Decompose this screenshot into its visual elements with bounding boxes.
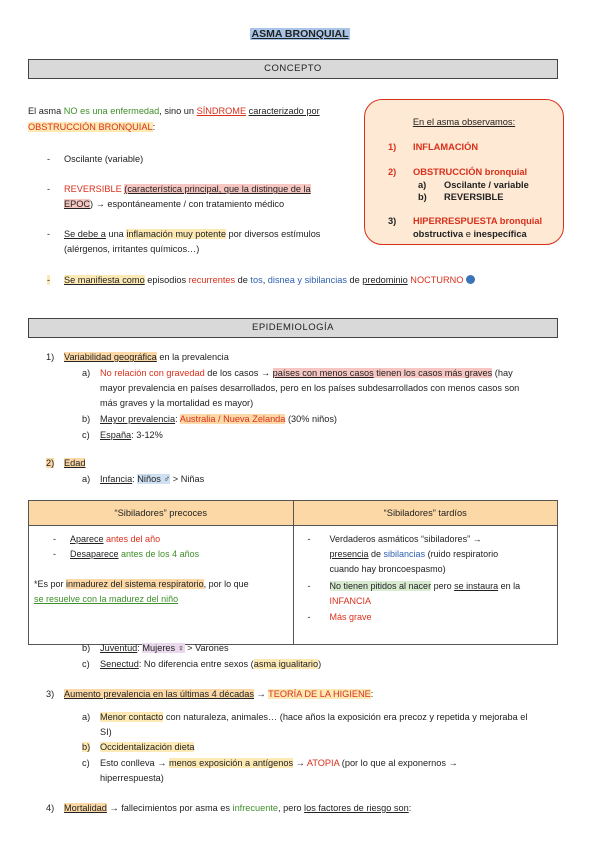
bullet-dash: -: [47, 275, 51, 285]
box-header: En el asma observamos:: [412, 117, 516, 127]
box-sub-oscilante: Oscilante / variable: [444, 180, 529, 190]
epi-edad-senectud: Senectud: No diferencia entre sexos (asma igualitario): [100, 659, 322, 669]
sibiladores-table: [28, 500, 558, 645]
tardios-verdaderos-line3: cuando hay broncoespasmo): [329, 564, 446, 574]
epi-num: 1): [46, 352, 55, 362]
section-header-concepto: CONCEPTO: [28, 59, 558, 79]
precoces-desaparece: Desaparece antes de los 4 años: [70, 549, 200, 559]
bullet-reversible-line1: REVERSIBLE (característica principal, que la distingue de la: [64, 184, 311, 194]
concepto-intro-line2: OBSTRUCCIÓN BRONQUIAL:: [28, 122, 156, 132]
table-header-precoces: “Sibiladores” precoces: [29, 501, 294, 526]
concepto-intro-line1: El asma NO es una enfermedad, sino un SÍNDROME caracterizado por: [28, 106, 320, 116]
box-num: 2): [388, 167, 397, 177]
epi-sub-num: a): [82, 474, 91, 484]
epi-sub-num: c): [82, 659, 90, 669]
bullet-dash: -: [307, 581, 311, 591]
table-cell-precoces: [29, 526, 294, 645]
epi-c: España: 3-12%: [100, 430, 163, 440]
table-header-tardios: “Sibiladores” tardíos: [293, 501, 558, 526]
epi-higiene-c-line2: hiperrespuesta): [100, 773, 164, 783]
box-item-inflamacion: INFLAMACIÓN: [413, 142, 479, 152]
box-sub-num: a): [418, 180, 427, 190]
bullet-dash: -: [53, 549, 56, 559]
epi-num: 2): [46, 458, 55, 468]
epi-edad: Edad: [64, 458, 86, 468]
bullet-inflamacion-line1: Se debe a una inflamación muy potente por diversos estímulos: [64, 229, 321, 239]
section-header-epidemiologia: EPIDEMIOLOGÍA: [28, 318, 558, 338]
epi-sub-num: b): [82, 742, 91, 752]
tardios-verdaderos-line1: Verdaderos asmáticos “sibiladores” →: [329, 534, 482, 544]
tardios-pitidos-line2: INFANCIA: [329, 596, 372, 606]
precoces-nota-line1: *Es por inmadurez del sistema respiratorio, por lo que: [34, 579, 249, 589]
table-cell-tardios: [293, 526, 558, 645]
epi-a-line3: más graves y la mortalidad es mayor): [100, 398, 254, 408]
page-title: ASMA BRONQUIAL: [251, 28, 349, 40]
epi-sub-num: b): [82, 643, 91, 653]
box-item-hiperrespuesta-desc: obstructiva e inespecífica: [413, 229, 527, 239]
epi-sub-num: a): [82, 368, 91, 378]
epi-num: 4): [46, 803, 55, 813]
asthma-observations-box: [364, 99, 564, 245]
epi-edad-juventud: Juventud: Mujeres ♀ > Varones: [100, 643, 229, 653]
epi-a-line2: mayor prevalencia en países desarrollados, pero en los países subdesarrollados con menos casos son: [100, 383, 520, 393]
tardios-verdaderos-line2: presencia de sibilancias (ruido respiratorio: [329, 549, 499, 559]
epi-edad-infancia: Infancia: Niños ♂ > Niñas: [100, 474, 205, 484]
box-sub-num: b): [418, 192, 427, 202]
epi-higiene-a-line1: Menor contacto con naturaleza, animales… (hace años la exposición era precoz y repetida y mejoraba el: [100, 712, 528, 722]
epi-b: Mayor prevalencia: Australia / Nueva Zelanda (30% niños): [100, 414, 337, 424]
precoces-nota-line2: se resuelve con la madurez del niño: [34, 594, 179, 604]
box-item-obstruccion: OBSTRUCCIÓN bronquial: [413, 167, 528, 177]
tardios-pitidos-line1: No tienen pitidos al nacer pero se instaura en la: [329, 581, 521, 591]
epi-sub-num: c): [82, 758, 90, 768]
bullet-manifestacion: Se manifiesta como episodios recurrentes de tos, disnea y sibilancias de predominio NOCTURNO: [64, 275, 475, 285]
bullet-inflamacion-line2: (alérgenos, irritantes químicos…): [64, 244, 200, 254]
epi-higiene-b: Occidentalización dieta: [100, 742, 195, 752]
epi-sub-num: c): [82, 430, 90, 440]
epi-a-line1: No relación con gravedad de los casos → países con menos casos tienen los casos más graves (hay: [100, 368, 513, 378]
box-num: 3): [388, 216, 397, 226]
epi-sub-num: b): [82, 414, 91, 424]
box-item-hiperrespuesta: HIPERRESPUESTA bronquial: [413, 216, 543, 226]
epi-aumento: Aumento prevalencia en las últimas 4 décadas → TEORÍA DE LA HIGIENE:: [64, 689, 374, 699]
epi-num: 3): [46, 689, 55, 699]
moon-icon: [466, 275, 475, 284]
bullet-dash: -: [307, 612, 311, 622]
bullet-dash: -: [53, 534, 56, 544]
tardios-grave: Más grave: [329, 612, 372, 622]
bullet-dash: -: [307, 534, 311, 544]
bullet-dash: -: [47, 154, 51, 164]
bullet-reversible-line2: EPOC) → espontáneamente / con tratamiento médico: [64, 199, 285, 209]
bullet-dash: -: [47, 184, 51, 194]
box-sub-reversible: REVERSIBLE: [444, 192, 504, 202]
bullet-dash: -: [47, 229, 51, 239]
bullet-oscilante: Oscilante (variable): [64, 154, 144, 164]
epi-sub-num: a): [82, 712, 91, 722]
epi-higiene-a-line2: SI): [100, 727, 112, 737]
epi-higiene-c-line1: Esto conlleva → menos exposición a antígenos → ATOPIA (por lo que al exponernos →: [100, 758, 458, 768]
precoces-aparece: Aparece antes del año: [70, 534, 161, 544]
box-num: 1): [388, 142, 397, 152]
epi-mortalidad: Mortalidad → fallecimientos por asma es infrecuente, pero los factores de riesgo son:: [64, 803, 412, 813]
epi-variabilidad: Variabilidad geográfica en la prevalencia: [64, 352, 229, 362]
